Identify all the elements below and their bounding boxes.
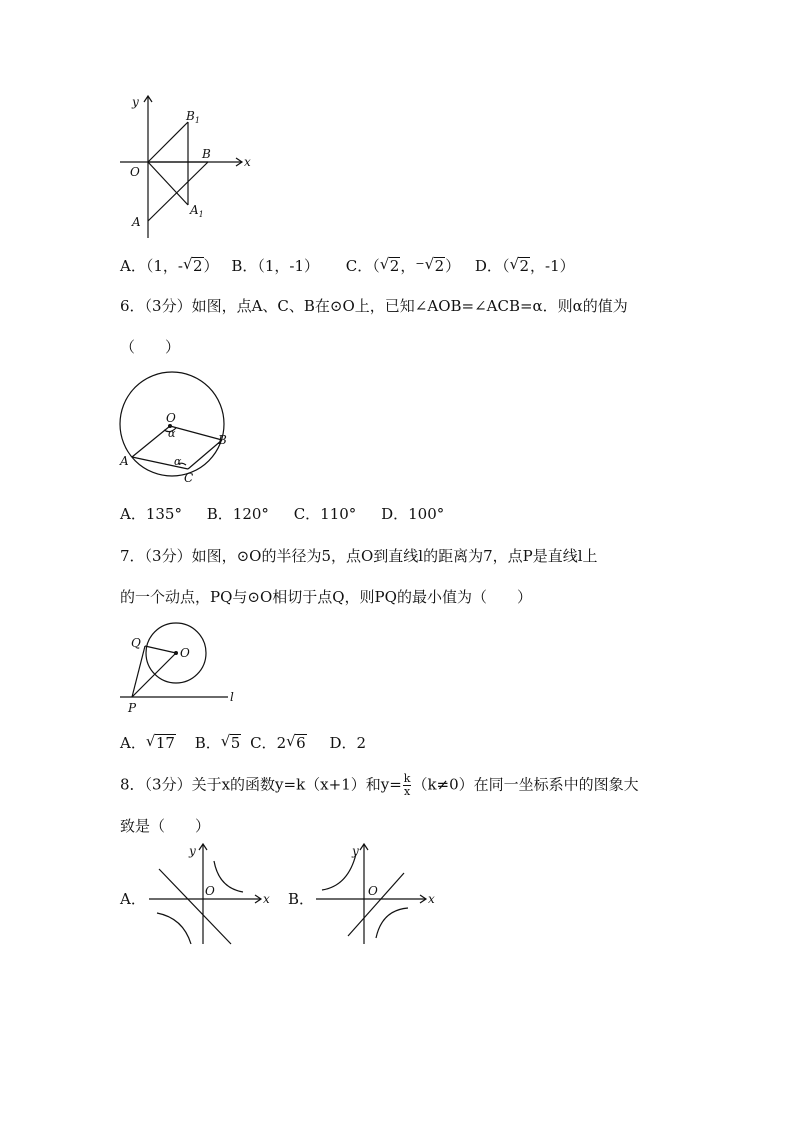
option-text: ） — [445, 257, 461, 275]
radicand: 2 — [434, 257, 445, 275]
q6-option-c[interactable]: C．110° — [293, 505, 357, 523]
center-o-label: O — [166, 411, 176, 425]
q6-stem-line2: （ ） — [120, 338, 181, 356]
q5-coordinate-figure — [110, 92, 260, 242]
radicand: 2 — [389, 257, 400, 275]
option-letter: A． — [120, 257, 146, 275]
fraction-k-over-x — [403, 773, 412, 798]
point-b-label: B — [218, 433, 227, 447]
y-axis-label: y — [352, 844, 359, 858]
option-letter: C． — [345, 257, 373, 275]
sqrt-symbol — [221, 733, 242, 753]
q6-options — [120, 504, 444, 524]
sqrt-symbol — [286, 733, 307, 753]
sqrt-symbol — [146, 733, 176, 753]
center-o-label: O — [180, 646, 190, 660]
option-letter: B． — [231, 257, 258, 275]
q6-option-b[interactable]: B．120° — [206, 505, 269, 523]
radicand: 5 — [230, 734, 241, 752]
q5-option-b[interactable] — [231, 256, 319, 276]
q8-option-b-label[interactable]: B． — [288, 890, 315, 908]
q7-tangent-figure — [118, 618, 248, 716]
q8-option-a-label[interactable]: A． — [120, 890, 146, 908]
minus-sign: − — [415, 257, 425, 270]
q6-option-a[interactable]: A．135° — [120, 505, 182, 523]
option-letter: C． — [250, 734, 277, 752]
x-axis-label: x — [244, 155, 251, 169]
option-text: 2 — [276, 734, 287, 752]
q5-option-a[interactable] — [120, 256, 219, 276]
point-c-label: C — [184, 471, 194, 485]
q7-option-c[interactable] — [250, 733, 307, 753]
radicand: 6 — [296, 734, 306, 752]
q6-circle-figure — [112, 362, 238, 490]
q7-options — [120, 733, 366, 753]
alpha-angle-label: α — [174, 455, 182, 468]
option-text: （ — [501, 257, 510, 275]
q5-options — [120, 254, 575, 276]
alpha-angle-label: α — [168, 427, 176, 440]
fraction-denominator: x — [404, 785, 411, 798]
q6-stem-line1: 6．（3分）如图，点A、C、B在⊙O上，已知∠AOB=∠ACB=α．则α的值为 — [120, 297, 628, 315]
q8-option-a-graph[interactable] — [145, 840, 270, 948]
radicand: 2 — [519, 257, 529, 275]
q7-option-d[interactable]: D．2 — [329, 734, 367, 752]
point-a1-label: $A_1$ — [190, 203, 204, 219]
point-q-label: Q — [131, 636, 141, 650]
q5-option-d[interactable] — [475, 256, 575, 276]
q7-stem-line1: 7．（3分）如图，⊙O的半径为5，点O到直线l的距离为7，点P是直线l上 — [120, 547, 598, 565]
y-axis-label: y — [132, 95, 139, 109]
option-text: ，-1） — [530, 257, 575, 275]
point-a-label: A — [132, 215, 141, 229]
stem-text: （k≠0）在同一坐标系中的图象大 — [412, 775, 639, 794]
q7-option-a[interactable] — [120, 733, 176, 753]
option-letter: B． — [194, 734, 221, 752]
y-axis-label: y — [189, 844, 196, 858]
point-a-label: A — [120, 454, 129, 468]
origin-label: O — [205, 884, 215, 898]
option-text: （1，-1） — [257, 257, 319, 275]
fraction-numerator: k — [403, 772, 411, 785]
hyperbola-branch — [214, 861, 243, 892]
hyperbola-branch — [376, 908, 408, 938]
line-l-label: l — [230, 690, 234, 704]
q7-stem-line2: 的一个动点，PQ与⊙O相切于点Q，则PQ的最小值为（ ） — [120, 588, 532, 606]
sqrt-symbol — [509, 256, 530, 276]
hyperbola-branch — [322, 854, 356, 890]
sqrt-symbol — [380, 256, 401, 276]
x-axis-label: x — [263, 892, 270, 906]
point-b1-label: $B_1$ — [186, 109, 200, 125]
q6-option-d[interactable]: D．100° — [381, 505, 445, 523]
q8-stem-line1 — [120, 773, 639, 798]
origin-label: O — [130, 165, 140, 179]
stem-text: 8．（3分）关于x的函数y=k（x+1）和y= — [120, 775, 402, 794]
q5-option-c[interactable] — [346, 254, 460, 276]
linear-function — [348, 873, 404, 936]
sqrt-symbol — [425, 256, 446, 276]
q8-option-b-graph[interactable] — [312, 840, 437, 948]
option-text: ） — [203, 257, 219, 275]
point-p-label: P — [128, 701, 137, 715]
radicand: 2 — [192, 257, 203, 275]
option-letter: A． — [120, 734, 146, 752]
hyperbola-branch — [157, 913, 191, 944]
linear-function — [159, 869, 231, 944]
option-text: （ — [372, 257, 380, 275]
q7-option-b[interactable] — [195, 733, 242, 753]
point-b-label: B — [202, 147, 211, 161]
option-text: ， — [400, 257, 416, 275]
radicand: 17 — [155, 734, 175, 752]
sqrt-symbol — [183, 256, 204, 276]
x-axis-label: x — [428, 892, 435, 906]
option-text: （1，- — [145, 257, 183, 275]
option-letter: D． — [474, 257, 502, 275]
origin-label: O — [368, 884, 378, 898]
q8-stem-line2: 致是（ ） — [120, 817, 211, 835]
